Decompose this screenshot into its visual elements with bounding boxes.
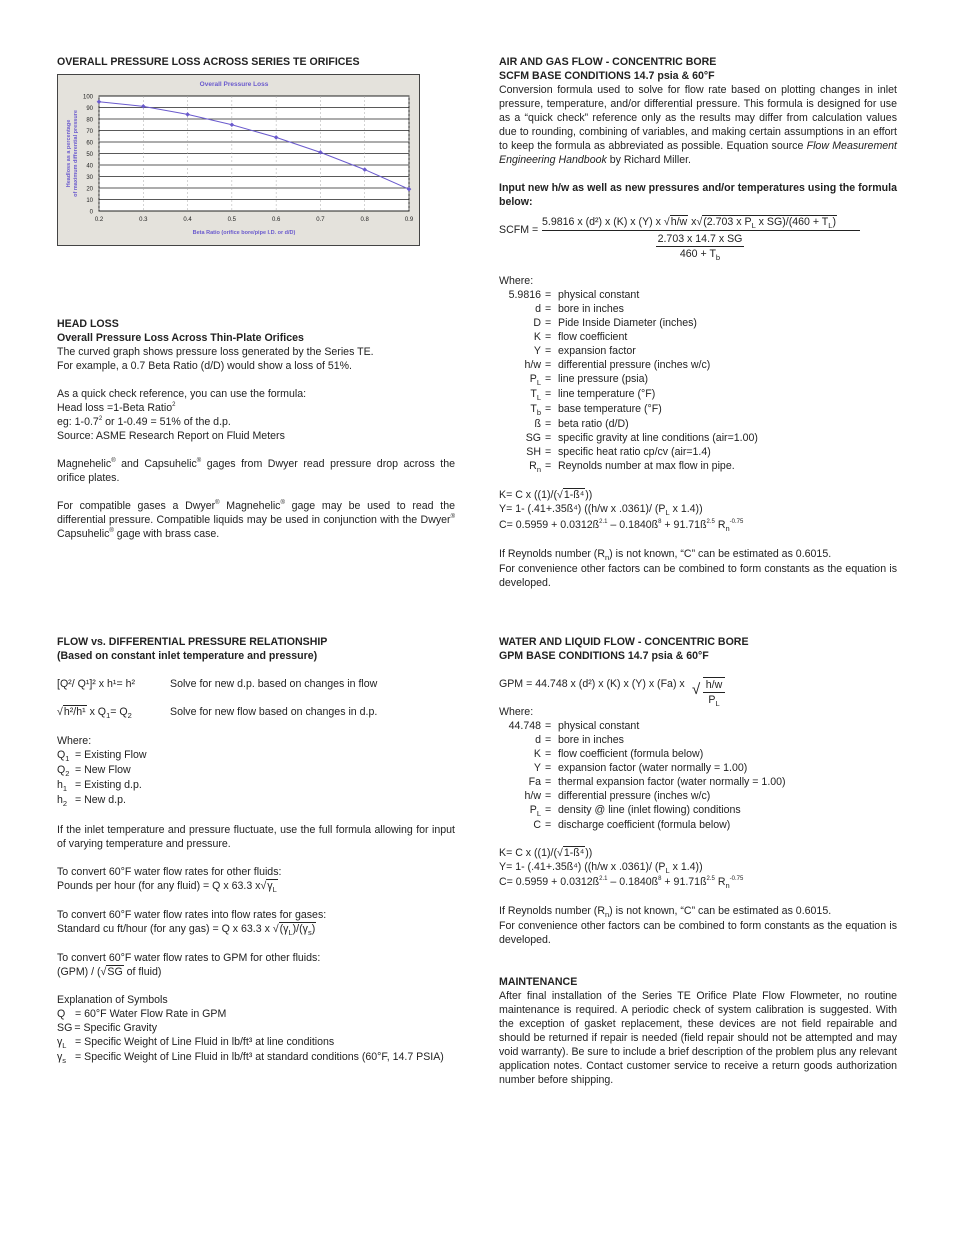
symbol-item: $\gamma_s$ = Specific Weight of Line Fluid in lb/ft³ at standard conditions (60°F, 14.7 PSIA) — [57, 1050, 444, 1065]
flow-definitions — [57, 748, 455, 808]
x-tick-label: 0.7 — [316, 217, 325, 223]
maintenance-heading: MAINTENANCE — [499, 976, 578, 989]
y-tick-label: 70 — [86, 129, 93, 135]
formula-new-flow: √h²/h¹ x $Q_1= Q_2$ Solve for new flow based on changes in d.p. — [57, 706, 378, 721]
water-heading: WATER AND LIQUID FLOW - CONCENTRIC BORE — [499, 636, 749, 648]
air-definitions — [499, 288, 897, 474]
definition-item: h/w = differential pressure (inches w/c) — [524, 790, 711, 802]
x-tick-label: 0.2 — [94, 217, 104, 223]
definition-item: Fa = thermal expansion factor (water normally = 1.00) — [528, 776, 786, 788]
pressure-loss-chart-svg — [58, 75, 419, 245]
water-reynolds-note: If Reynolds number $(R_n)$ is not known, “C” can be estimated as 0.6015. — [499, 905, 832, 920]
definition-item: $P_L$ = density @ line (inlet flowing) conditions — [529, 804, 741, 819]
definition-item: Y = expansion factor (water normally = 1.00) — [533, 762, 748, 774]
x-tick-label: 0.3 — [139, 217, 148, 223]
definition-item: $T_L$ = line temperature (°F) — [530, 388, 656, 403]
maintenance-text: After final installation of the Series TE Orifice Plate Flow Flowmeter, no routine maintenance is required. A periodic check of system calibration is suggested. With the exception of gasket replacement, these devices are not field repairable and should be returned if repair is needed (field repair should not be attempted and may void warranty). Be sure to include a brief description of the problem plus any relevant application notes. Contact customer service to receive a return goods authorization number before shipping. — [499, 990, 897, 1087]
convert-fluids-line1: To convert 60°F water flow rates for other fluids: — [57, 865, 282, 878]
water-c-formula: $C= 0.5959 + 0.0312ß^{2.1}$ – $0.1840ß^8$ + $91.71ß^{2.5}$ $R_n^{-0.75}$ — [499, 876, 744, 891]
flow-dp-subheading: (Based on constant inlet temperature and pressure) — [57, 650, 318, 662]
definition-item: d = bore in inches — [535, 303, 624, 315]
symbol-item: $\gamma_L$ = Specific Weight of Line Fluid in lb/ft³ at line conditions — [57, 1035, 335, 1050]
symbol-item: $h_1$ = Existing d.p. — [57, 779, 142, 794]
symbols-list — [57, 1007, 455, 1065]
x-tick-label: 0.6 — [271, 217, 281, 223]
definition-item: 44.748 = physical constant — [508, 720, 640, 732]
definition-item: $T_b$ = base temperature (°F) — [530, 403, 662, 418]
definition-item: K = flow coefficient — [533, 331, 628, 343]
definition-item: ß = beta ratio (d/D) — [534, 418, 629, 431]
water-k-formula: K= C x ((1)/(√1-ß⁴)) — [499, 847, 593, 860]
air-subheading: SCFM BASE CONDITIONS 14.7 psia & 60°F — [499, 70, 715, 82]
chart-heading: OVERALL PRESSURE LOSS ACROSS SERIES TE ORIFICES — [57, 56, 360, 68]
definition-item: h/w = differential pressure (inches w/c) — [524, 359, 711, 371]
y-tick-label: 30 — [86, 175, 93, 181]
x-tick-label: 0.4 — [183, 217, 192, 223]
y-tick-label: 80 — [86, 117, 93, 124]
definition-item: d = bore in inches — [535, 734, 624, 746]
y-tick-label: 50 — [86, 152, 93, 158]
head-loss-p2-line1: As a quick check reference, you can use the formula: — [57, 388, 307, 400]
gpm-equation: GPM = 44.748 x (d²) x (K) x (Y) x (Fa) x √ h/w $P_L$ — [499, 677, 897, 705]
flow-dp-section — [57, 635, 455, 1065]
x-tick-label: 0.8 — [360, 217, 369, 223]
formula-new-dp: [Q²/ Q¹]² x h¹= h² Solve for new d.p. based on changes in flow — [57, 678, 378, 690]
y-axis-label: Headloss as a percentageof maximum differential pressure — [66, 110, 79, 197]
air-k-formula: K= C x ((1)/(√1-ß⁴)) — [499, 489, 593, 502]
symbol-item: $Q_1$ = Existing Flow — [57, 749, 147, 764]
head-loss-source: Source: ASME Research Report on Fluid Meters — [57, 430, 285, 442]
symbol-item: SG = Specific Gravity — [57, 1021, 158, 1034]
chart-title: Overall Pressure Loss — [199, 81, 269, 88]
water-definitions — [499, 719, 897, 832]
definition-item: K = flow coefficient (formula below) — [533, 748, 704, 760]
convert-fluids-line2: Pounds per hour (for any fluid) = Q x 63.3 $x√\gamma_L$ — [57, 879, 277, 894]
air-intro-paragraph: Conversion formula used to solve for flow rate based on plotting changes in inlet pressure, temperature, and/or differential pressure. This formula is designed for use as a “quick check” reference only as the results may differ from calculation values due to rounding, combining of variables, and making certain assumptions in an effort to keep the formula as abbreviated as possible. Equation source Flow Measurement Engineering Handbook by Richard Miller. — [499, 84, 898, 166]
y-tick-label: 60 — [86, 140, 93, 147]
flow-where: Where: — [57, 735, 92, 748]
air-input-instruction: Input new h/w as well as new pressures and/or temperatures using the formula below: — [499, 182, 897, 208]
y-tick-label: 40 — [86, 163, 93, 170]
symbol-item: Q = 60°F Water Flow Rate in GPM — [57, 1007, 227, 1020]
air-c-formula: $C= 0.5959 + 0.0312ß^{2.1}$ – $0.1840ß^8$ + $91.71ß^{2.5}$ $R_n^{-0.75}$ — [499, 518, 744, 533]
head-loss-heading: HEAD LOSS — [57, 318, 119, 330]
water-y-formula: Y= 1- (.41+.35ß⁴) ((h/w x .0361)/ ($P_L$ x 1.4)) — [499, 861, 703, 876]
air-heading: AIR AND GAS FLOW - CONCENTRIC BORE — [499, 56, 717, 68]
scfm-equation: SCFM = 5.9816 x (d²) x (K) x (Y) x √h/w x√(2.703 x $P_L$ x $SG)/(460 + T_L)$ 2.703 x 14.7 x SG $460 + T_b$ — [499, 215, 897, 263]
y-tick-label: 100 — [82, 94, 93, 101]
head-loss-example: eg: $1-0.7^2$ or 1-0.49 = 51% of the d.p. — [57, 416, 231, 428]
pressure-loss-chart — [57, 74, 420, 246]
water-section — [499, 635, 897, 1087]
air-gas-section — [499, 55, 897, 590]
convert-gpm-line2: (GPM) / (√SG of fluid) — [57, 965, 162, 978]
head-loss-section — [57, 317, 455, 541]
water-subheading: GPM BASE CONDITIONS 14.7 psia & 60°F — [499, 650, 709, 662]
definition-item: 5.9816 = physical constant — [508, 289, 640, 301]
magnehelic-paragraph: Magnehelic® and Capsuhelic® gages from Dwyer read pressure drop across the orifice plates. — [57, 458, 455, 484]
symbol-item: $h_2$ = New d.p. — [57, 794, 126, 809]
definition-item: SH = specific heat ratio cp/cv (air=1.4) — [526, 446, 711, 459]
y-tick-label: 10 — [86, 198, 93, 204]
flow-dp-heading: FLOW vs. DIFFERENTIAL PRESSURE RELATIONSHIP — [57, 636, 328, 648]
convert-gases-line1: To convert 60°F water flow rates into flow rates for gases: — [57, 908, 327, 921]
air-where: Where: — [499, 275, 534, 287]
fluctuate-paragraph: If the inlet temperature and pressure fluctuate, use the full formula allowing for input of varying temperature and pressure. — [57, 823, 455, 850]
head-loss-subheading: Overall Pressure Loss Across Thin-Plate Orifices — [57, 332, 304, 344]
air-y-formula: Y= 1- (.41+.35ß⁴) ((h/w x .0361)/ ($P_L$ x 1.4)) — [499, 503, 703, 518]
y-tick-label: 20 — [86, 186, 93, 193]
definition-item: $P_L$ = line pressure (psia) — [529, 373, 649, 388]
definition-item: C = discharge coefficient (formula below) — [533, 819, 731, 832]
x-tick-label: 0.5 — [227, 217, 237, 223]
definition-item: D = Pide Inside Diameter (inches) — [533, 317, 697, 329]
convert-gpm-line1: To convert 60°F water flow rates to GPM for other fluids: — [57, 951, 321, 964]
air-convenience-note: For convenience other factors can be combined to form constants as the equation is developed. — [499, 562, 897, 589]
symbol-item: $Q_2$ = New Flow — [57, 764, 131, 779]
head-loss-p1-line2: For example, a 0.7 Beta Ratio (d/D) would show a loss of 51%. — [57, 360, 353, 372]
head-loss-formula: Head loss =1-Beta Ratio$^2$ — [57, 402, 176, 414]
y-tick-label: 90 — [86, 106, 93, 112]
water-where: Where: — [499, 706, 534, 718]
water-convenience-note: For convenience other factors can be combined to form constants as the equation is developed. — [499, 920, 897, 947]
y-tick-label: 0 — [89, 209, 93, 216]
definition-item: $R_n$ = Reynolds number at max flow in pipe. — [529, 460, 735, 475]
definition-item: SG = specific gravity at line conditions (air=1.00) — [525, 432, 758, 445]
compatible-gases-paragraph: For compatible gases a Dwyer® Magnehelic® gage may be used to read the differential pressure. Compatible liquids may be used in conjunction with the Dwyer® Capsuhelic® gage with brass case. — [57, 500, 455, 540]
convert-gases-line2: Standard cu ft/hour (for any gas) = Q x 63.3 x $√(\gamma_L)/(\gamma_s)$ — [57, 922, 316, 937]
x-tick-label: 0.9 — [404, 217, 414, 223]
x-axis-label: Beta Ratio (orifice bore/pipe I.D. or d/D) — [192, 230, 296, 236]
head-loss-p1-line1: The curved graph shows pressure loss generated by the Series TE. — [57, 346, 374, 358]
definition-item: Y = expansion factor — [533, 345, 636, 357]
symbols-heading: Explanation of Symbols — [57, 993, 168, 1006]
air-reynolds-note: If Reynolds number $(R_n)$ is not known, “C” can be estimated as 0.6015. — [499, 547, 832, 562]
